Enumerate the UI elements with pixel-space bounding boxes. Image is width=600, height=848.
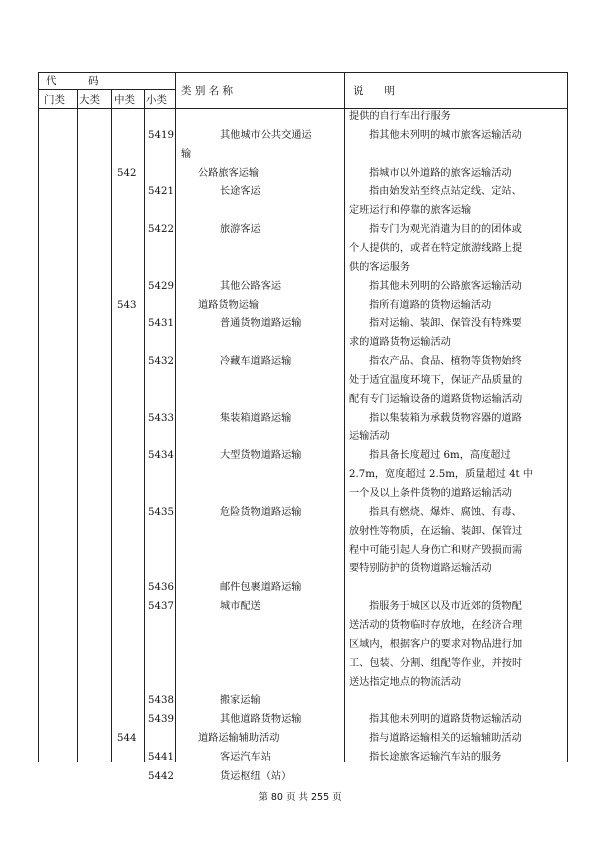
category-name: 搬家运输	[220, 695, 261, 707]
category-description: 配有专门运输设备的道路货物运输活动	[349, 393, 523, 405]
header-col-name: 类 别 名 称	[181, 85, 234, 97]
mid-class-code: 544	[117, 733, 137, 745]
category-description: 送达指定地点的物流活动	[349, 676, 462, 688]
small-class-code: 5434	[148, 450, 174, 462]
category-name: 长途客运	[220, 186, 261, 198]
classification-table	[38, 72, 568, 782]
category-description: 指农产品、食品、植物等货物始终	[369, 356, 522, 368]
category-description: 一个及以上条件货物的道路运输活动	[349, 488, 512, 499]
small-class-code: 5431	[148, 318, 174, 330]
page-number: 第 80 页 共 255 页	[258, 792, 342, 803]
category-name: 道路货物运输	[198, 299, 260, 311]
category-description: 指服务于城区以及市近郊的货物配	[369, 601, 522, 613]
header-col-men: 门类	[44, 94, 65, 106]
category-description: 放射性等物质，在运输、装卸、保管过	[349, 525, 523, 537]
small-class-code: 5438	[148, 695, 174, 707]
header-bottom-border	[38, 108, 568, 109]
col-divider-men	[77, 89, 78, 762]
small-class-code: 5441	[148, 751, 174, 763]
category-description: 程中可能引起人身伤亡和财产毁损而需	[349, 544, 523, 556]
small-class-code: 5442	[148, 770, 174, 782]
small-class-code: 5439	[148, 714, 174, 726]
mid-class-code: 543	[117, 299, 137, 311]
category-description: 区域内，根据客户的要求对物品进行加	[349, 638, 523, 650]
category-description: 定班运行和停靠的旅客运输	[349, 205, 472, 217]
category-description: 指其他未列明的道路货物运输活动	[369, 714, 522, 726]
category-name: 旅游客运	[220, 224, 261, 236]
category-description: 提供的自行车出行服务	[349, 111, 451, 122]
category-description: 2.7m，宽度超过 2.5m，质量超过 4t 中	[349, 469, 534, 481]
small-class-code: 5432	[148, 356, 174, 368]
small-class-code: 5437	[148, 601, 174, 613]
table-right-border	[567, 72, 568, 762]
category-name: 危险货物道路运输	[220, 506, 302, 518]
header-col-xiao: 小类	[146, 94, 167, 106]
category-description: 指以集装箱为承载货物容器的道路	[369, 412, 522, 424]
small-class-code: 5433	[148, 412, 174, 424]
col-divider-da	[111, 89, 112, 762]
category-description: 指对运输、装卸、保管没有特殊要	[369, 318, 522, 330]
table-left-border	[38, 72, 39, 762]
small-class-code: 5429	[148, 280, 174, 292]
header-col-zhong: 中类	[114, 94, 135, 106]
header-col-desc: 说 明	[353, 85, 395, 97]
col-divider-xiao	[175, 72, 176, 762]
table-top-border	[38, 72, 568, 73]
small-class-code: 5421	[148, 186, 174, 198]
category-name: 输	[181, 148, 192, 160]
category-description: 指所有道路的货物运输活动	[369, 299, 492, 311]
category-description: 工、包装、分割、组配等作业，并按时	[349, 657, 523, 669]
category-name: 冷藏车道路运输	[220, 356, 292, 368]
category-name: 城市配送	[220, 601, 261, 613]
category-description: 送活动的货物临时存放地，在经济合理	[349, 619, 523, 631]
col-divider-zhong	[144, 89, 145, 762]
category-description: 求的道路货物运输活动	[349, 337, 451, 349]
category-name: 集装箱道路运输	[220, 412, 292, 424]
category-name: 普通货物道路运输	[220, 318, 302, 330]
category-name: 邮件包裹道路运输	[220, 582, 302, 594]
category-name: 客运汽车站	[220, 751, 271, 763]
small-class-code: 5422	[148, 224, 174, 236]
category-description: 指由始发站至终点站定线、定站、	[369, 186, 522, 198]
category-name: 其他道路货物运输	[220, 714, 302, 726]
small-class-code: 5435	[148, 506, 174, 518]
header-code-group: 代 码	[46, 75, 99, 87]
category-name: 公路旅客运输	[198, 167, 260, 179]
category-name: 其他公路客运	[220, 280, 282, 292]
category-description: 个人提供的，或者在特定旅游线路上提	[349, 242, 523, 254]
category-description: 处于适宜温度环境下，保证产品质量的	[349, 374, 523, 386]
category-description: 供的客运服务	[349, 261, 411, 273]
category-description: 指其他未列明的公路旅客运输活动	[369, 280, 522, 292]
category-name: 道路运输辅助活动	[198, 733, 280, 745]
header-col-da: 大类	[79, 94, 100, 106]
small-class-code: 5419	[148, 129, 174, 141]
category-description: 指其他未列明的城市旅客运输活动	[369, 129, 522, 141]
category-description: 指具有燃烧、爆炸、腐蚀、有毒、	[369, 506, 522, 518]
category-name: 其他城市公共交通运	[220, 129, 312, 141]
small-class-code: 5436	[148, 582, 174, 594]
category-description: 运输活动	[349, 431, 390, 443]
col-divider-name	[344, 72, 345, 762]
category-description: 要特别防护的货物道路运输活动	[349, 563, 492, 575]
category-description: 指与道路运输相关的运输辅助活动	[369, 733, 522, 745]
category-name: 货运枢纽（站）	[220, 770, 292, 782]
code-subheader-line	[38, 89, 175, 90]
category-description: 指具备长度超过 6m，高度超过	[369, 450, 511, 462]
mid-class-code: 542	[117, 167, 137, 179]
category-description: 指城市以外道路的旅客运输活动	[369, 167, 512, 179]
category-description: 指专门为观光消遣为目的的团体或	[369, 224, 522, 236]
category-name: 大型货物道路运输	[220, 450, 302, 462]
category-description: 指长途旅客运输汽车站的服务	[369, 751, 502, 763]
